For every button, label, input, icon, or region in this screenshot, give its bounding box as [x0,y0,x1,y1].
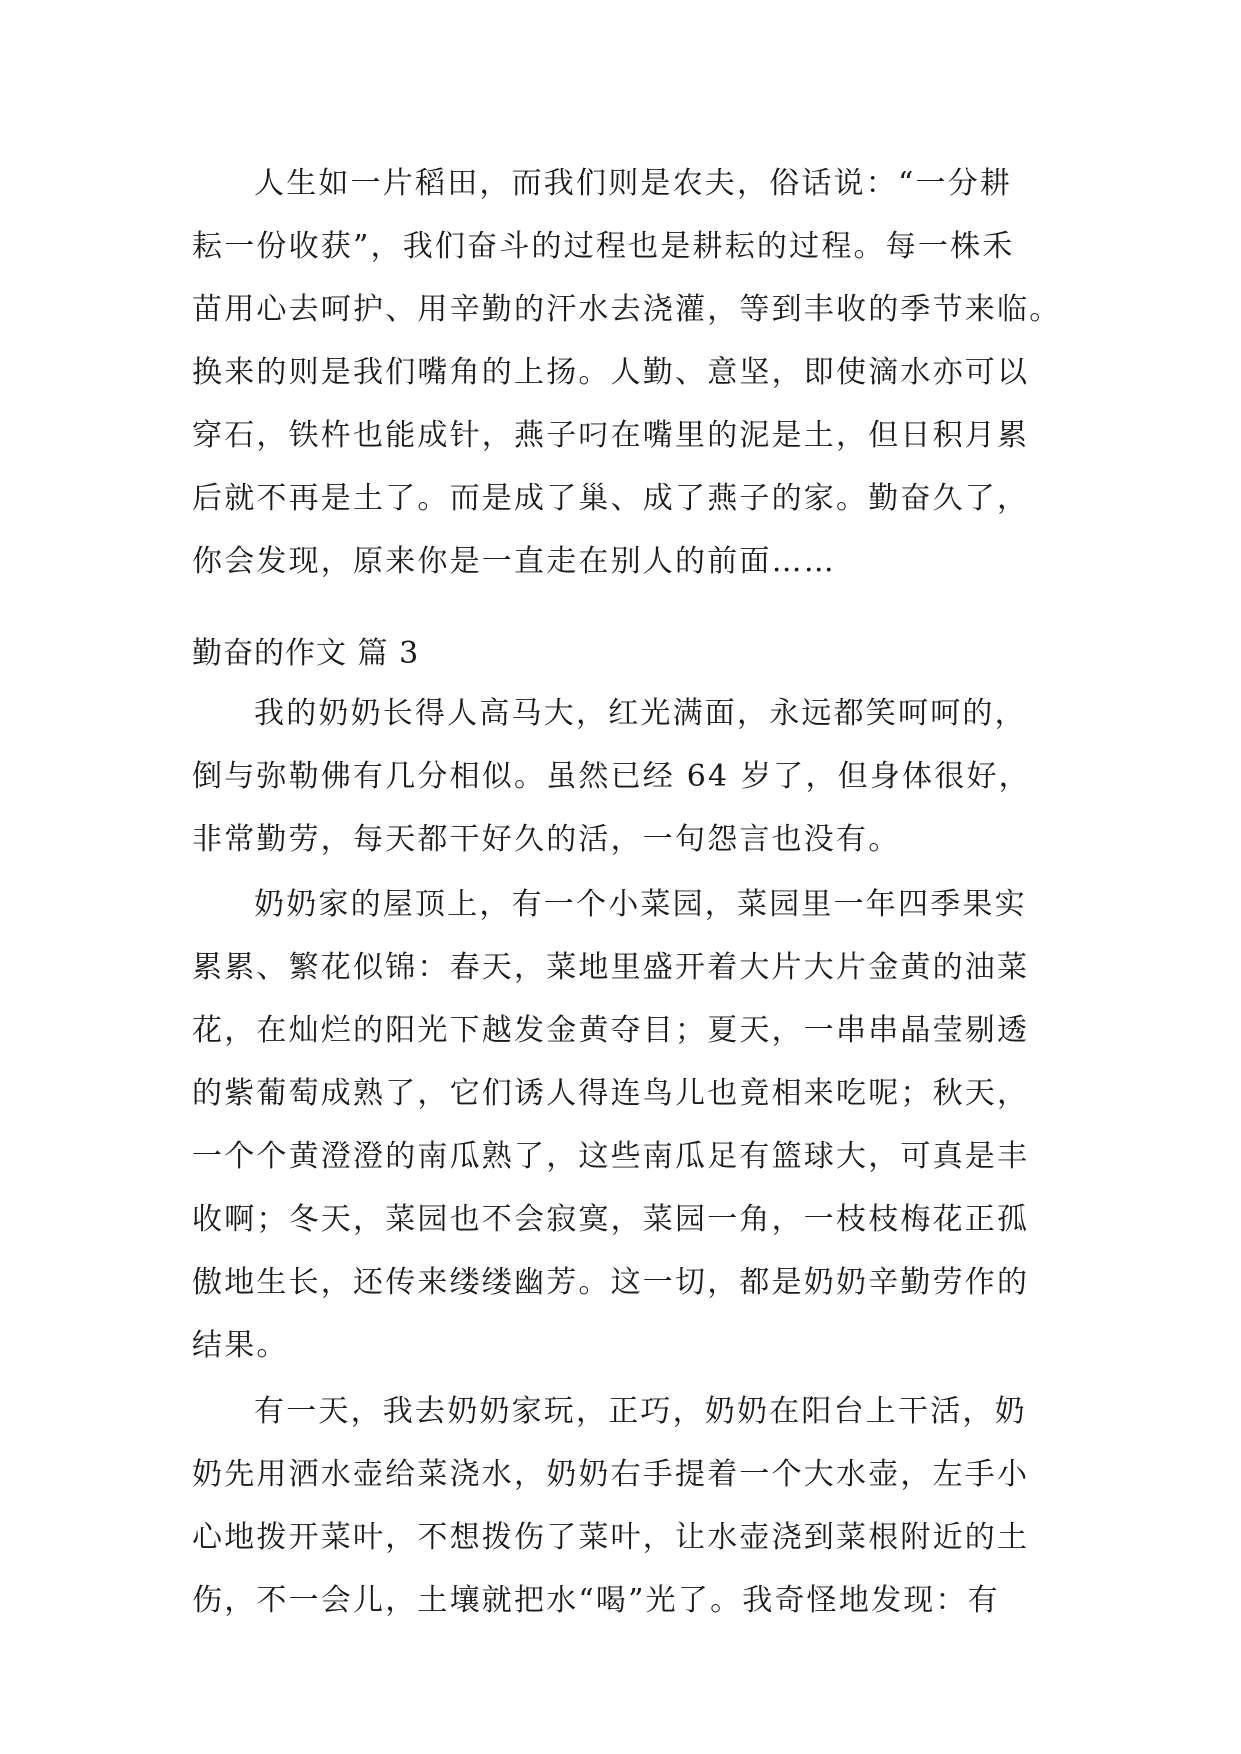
section-title: 勤奋的作文 篇 3 [192,636,420,671]
paragraph-line: 花，在灿烂的阳光下越发金黄夺目；夏天，一串串晶莹剔透 [192,1013,1030,1048]
paragraph-line: 收啊；冬天，菜园也不会寂寞，菜园一角，一枝枝梅花正孤 [192,1202,1030,1237]
paragraph-line: 的紫葡萄成熟了，它们诱人得连鸟儿也竟相来吃呢；秋天， [192,1076,1030,1111]
paragraph-line: 傲地生长，还传来缕缕幽芳。这一切，都是奶奶辛勤劳作的 [192,1265,1030,1300]
paragraph-line: 人生如一片稻田，而我们则是农夫，俗话说：“一分耕 [254,166,1013,201]
paragraph-line: 我的奶奶长得人高马大，红光满面，永远都笑呵呵的， [254,696,1027,731]
paragraph-line: 心地拨开菜叶，不想拨伤了菜叶，让水壶浇到菜根附近的土 [192,1520,1030,1555]
paragraph-line: 你会发现，原来你是一直走在别人的前面…… [192,544,836,579]
paragraph-line: 倒与弥勒佛有几分相似。虽然已经 64 岁了，但身体很好， [192,759,1031,794]
paragraph-line: 穿石，铁杵也能成针，燕子叼在嘴里的泥是土，但日积月累 [192,418,1030,453]
paragraph-line: 耘一份收获”，我们奋斗的过程也是耕耘的过程。每一株禾 [192,229,1015,264]
paragraph-line: 后就不再是土了。而是成了巢、成了燕子的家。勤奋久了， [192,481,1030,516]
paragraph-line: 结果。 [192,1328,289,1363]
paragraph-line: 奶先用洒水壶给菜浇水，奶奶右手提着一个大水壶，左手小 [192,1457,1030,1492]
paragraph-line: 有一天，我去奶奶家玩，正巧，奶奶在阳台上干活，奶 [254,1394,1027,1429]
paragraph-line: 奶奶家的屋顶上，有一个小菜园，菜园里一年四季果实 [254,887,1027,922]
paragraph-line: 非常勤劳，每天都干好久的活，一句怨言也没有。 [192,822,901,857]
paragraph-line: 换来的则是我们嘴角的上扬。人勤、意坚，即使滴水亦可以 [192,355,1030,390]
paragraph-line: 苗用心去呵护、用辛勤的汗水去浇灌，等到丰收的季节来临。 [192,292,1062,327]
paragraph-line: 一个个黄澄澄的南瓜熟了，这些南瓜足有篮球大，可真是丰 [192,1139,1030,1174]
paragraph-line: 累累、繁花似锦：春天，菜地里盛开着大片大片金黄的油菜 [192,950,1030,985]
paragraph-line: 伤，不一会儿，土壤就把水“喝”光了。我奇怪地发现：有 [192,1583,1000,1618]
